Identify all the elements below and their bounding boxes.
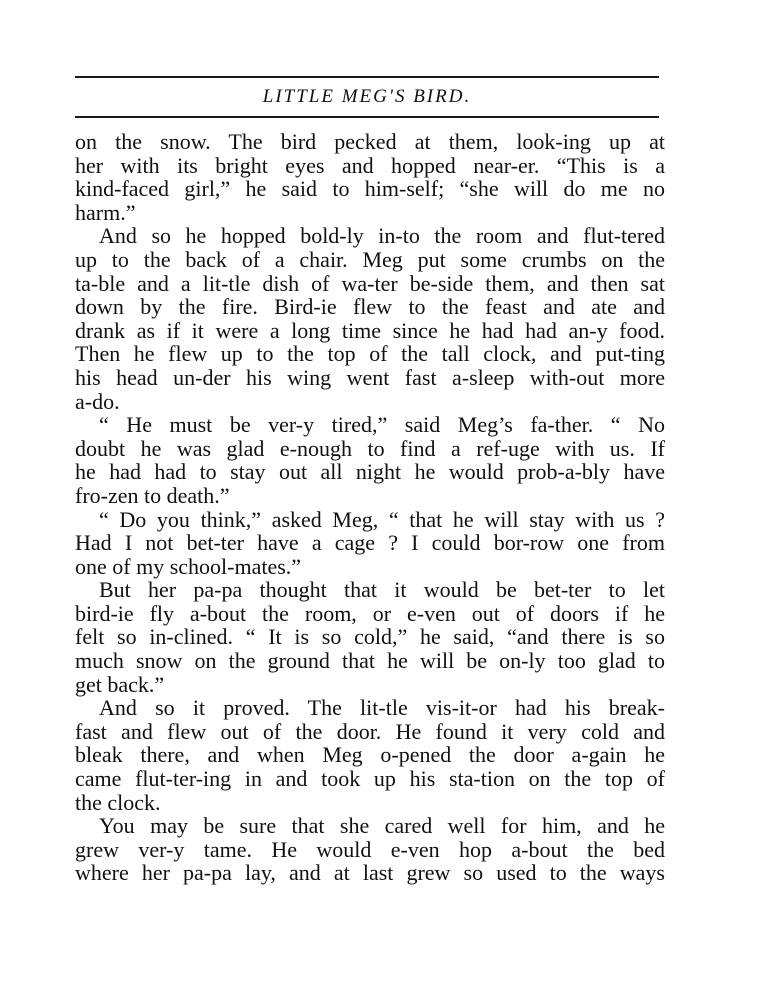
text-line: “ Do you think,” asked Meg, “ that he will stay with us ? xyxy=(99,506,665,532)
text-line: drank as if it were a long time since he had had an-y food. xyxy=(75,317,665,343)
text-line: his head un-der his wing went fast a-sleep with-out more xyxy=(75,364,665,390)
text-line: doubt he was glad e-nough to find a ref-uge with us. If xyxy=(75,435,665,461)
text-line: Then he flew up to the top of the tall clock, and put-ting xyxy=(75,341,665,367)
text-line: he had had to stay out all night he would prob-a-bly have xyxy=(75,459,665,485)
text-line: felt so in-clined. “ It is so cold,” he said, “and there is so xyxy=(75,624,665,650)
text-line: bleak there, and when Meg o-pened the door a-gain he xyxy=(75,742,665,768)
running-head: LITTLE MEG'S BIRD. xyxy=(262,86,472,107)
text-line: much snow on the ground that he will be on-ly too glad to xyxy=(75,648,665,674)
paragraph xyxy=(75,224,665,413)
text-line: harm.” xyxy=(75,199,136,225)
text-line: fast and flew out of the door. He found it very cold and xyxy=(75,718,665,744)
body-text xyxy=(75,130,665,885)
text-line: down by the fire. Bird-ie flew to the feast and ate and xyxy=(75,294,665,320)
text-line: a-do. xyxy=(75,388,120,414)
text-line: But her pa-pa thought that it would be bet-ter to let xyxy=(99,577,665,603)
header-rule-top xyxy=(75,76,659,78)
text-line: her with its bright eyes and hopped near-er. “This is a xyxy=(75,152,665,178)
text-line: fro-zen to death.” xyxy=(75,482,230,508)
text-line: bird-ie fly a-bout the room, or e-ven out of doors if he xyxy=(75,600,665,626)
paragraph xyxy=(75,130,665,224)
text-line: came flut-ter-ing in and took up his sta-tion on the top of xyxy=(75,766,665,792)
text-line: where her pa-pa lay, and at last grew so used to the ways xyxy=(75,860,665,886)
paragraph xyxy=(75,696,665,814)
text-line: grew ver-y tame. He would e-ven hop a-bout the bed xyxy=(75,836,665,862)
text-line: get back.” xyxy=(75,671,165,697)
text-line: You may be sure that she cared well for him, and he xyxy=(99,813,665,839)
paragraph xyxy=(75,508,665,579)
text-line: one of my school-mates.” xyxy=(75,553,302,579)
text-line: “ He must be ver-y tired,” said Meg’s fa-ther. “ No xyxy=(99,412,665,438)
header-rule-bottom xyxy=(75,116,659,118)
text-line: on the snow. The bird pecked at them, look-ing up at xyxy=(75,129,665,154)
text-line: ta-ble and a lit-tle dish of wa-ter be-side them, and then sat xyxy=(75,270,665,296)
paragraph xyxy=(75,413,665,507)
text-line: Had I not bet-ter have a cage ? I could bor-row one from xyxy=(75,530,665,556)
text-line: And so he hopped bold-ly in-to the room and flut-tered xyxy=(99,223,665,249)
paragraph xyxy=(75,814,665,885)
paragraph xyxy=(75,578,665,696)
text-line: up to the back of a chair. Meg put some crumbs on the xyxy=(75,246,665,272)
text-line: the clock. xyxy=(75,789,161,815)
text-line: And so it proved. The lit-tle vis-it-or had his break- xyxy=(99,695,665,721)
text-line: kind-faced girl,” he said to him-self; “she will do me no xyxy=(75,176,665,202)
